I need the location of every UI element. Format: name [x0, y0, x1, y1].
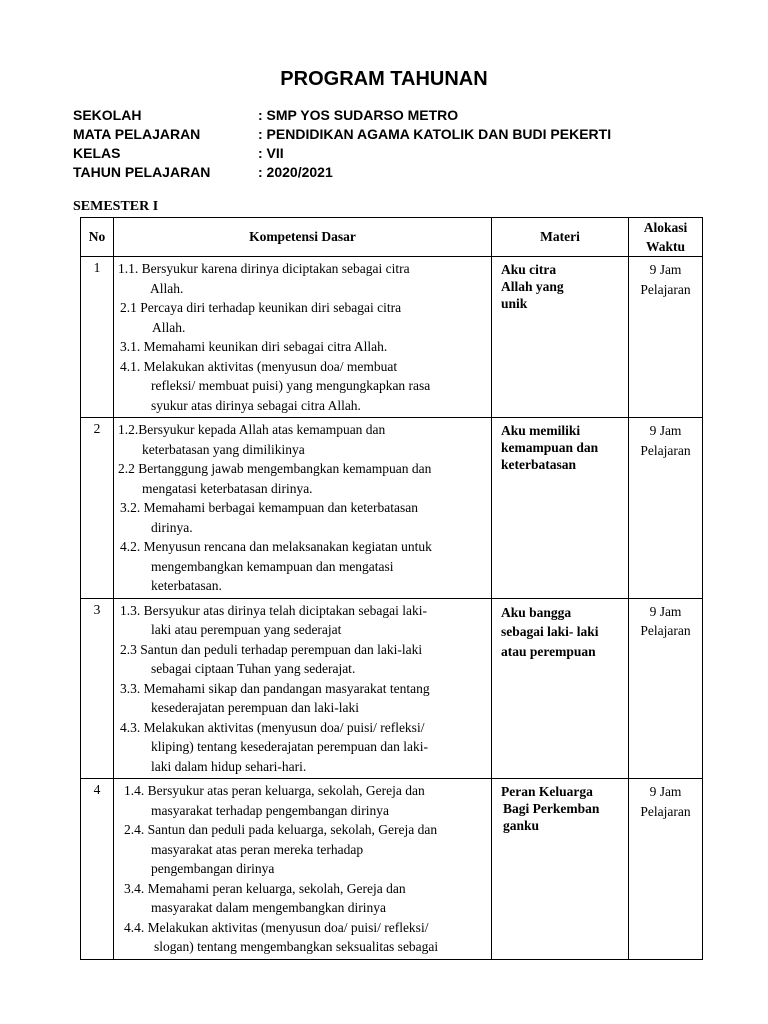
info-row-tahun-pelajaran — [73, 163, 611, 182]
semester-heading: SEMESTER I — [73, 199, 159, 214]
kd-line: sebagai ciptaan Tuhan yang sederajat. — [151, 661, 356, 676]
table-row — [81, 598, 703, 779]
document-title: PROGRAM TAHUNAN — [280, 68, 488, 90]
program-table — [80, 217, 703, 960]
kd-line: 2.4. Santun dan peduli pada keluarga, sekolah, Gereja dan — [124, 822, 438, 837]
table-row — [81, 779, 703, 960]
table-row — [81, 418, 703, 599]
header-kompetensi-dasar: Kompetensi Dasar — [114, 218, 492, 257]
kd-line: pengembangan dirinya — [151, 861, 275, 876]
materi-line: atau perempuan — [501, 643, 596, 659]
info-row-mata-pelajaran — [73, 125, 611, 144]
materi-line: Allah yang — [501, 279, 564, 294]
materi-line: Aku bangga — [501, 604, 572, 620]
kd-line: 1.1. Bersyukur karena dirinya diciptakan sebagai citra — [118, 261, 410, 276]
alokasi-line: 9 Jam — [649, 603, 682, 619]
header-materi: Materi — [492, 218, 629, 257]
kd-line: masyarakat terhadap pengembangan dirinya — [151, 802, 390, 818]
cell-alokasi — [629, 598, 703, 779]
cell-materi — [492, 418, 629, 599]
kd-line: 4.2. Menyusun rencana dan melaksanakan kegiatan untuk — [120, 539, 432, 554]
kd-line: syukur atas dirinya sebagai citra Allah. — [151, 397, 361, 413]
alokasi-line: Pelajaran — [640, 623, 691, 638]
info-value: : 2020/2021 — [258, 164, 333, 180]
kd-line: 3.1. Memahami keunikan diri sebagai citra Allah. — [120, 339, 388, 354]
kd-line: slogan) tentang mengembangkan seksualitas sebagai — [154, 939, 439, 954]
materi-line: Aku citra — [501, 262, 557, 277]
kd-line: mengembangkan kemampuan dan mengatasi — [151, 558, 394, 574]
cell-alokasi — [629, 257, 703, 418]
kd-line: Allah. — [152, 319, 186, 335]
table-header-row — [81, 218, 703, 257]
cell-materi — [492, 257, 629, 418]
info-value: : VII — [258, 145, 284, 161]
materi-line: Aku memiliki — [501, 423, 581, 438]
materi-line: Bagi Perkemban — [503, 801, 600, 816]
info-label: KELAS — [73, 145, 121, 161]
kd-line: keterbatasan. — [151, 578, 222, 593]
kd-line: laki dalam hidup sehari-hari. — [151, 758, 307, 774]
cell-kompetensi-dasar — [114, 418, 492, 599]
materi-line: kemampuan dan — [501, 440, 599, 455]
kd-line: refleksi/ membuat puisi) yang mengungkapkan rasa — [151, 378, 431, 393]
cell-no: 1 — [81, 257, 114, 418]
kd-line: 2.3 Santun dan peduli terhadap perempuan dan laki-laki — [120, 641, 423, 657]
header-alokasi-waktu — [629, 218, 703, 257]
info-label: MATA PELAJARAN — [73, 126, 201, 142]
info-label: TAHUN PELAJARAN — [73, 164, 211, 180]
cell-no: 4 — [81, 779, 114, 960]
alokasi-line: Pelajaran — [640, 281, 691, 297]
cell-no: 2 — [81, 418, 114, 599]
info-label: SEKOLAH — [73, 107, 142, 123]
cell-kompetensi-dasar — [114, 779, 492, 960]
kd-line: 3.3. Memahami sikap dan pandangan masyarakat tentang — [120, 680, 430, 696]
alokasi-line: 9 Jam — [649, 262, 682, 277]
cell-materi — [492, 779, 629, 960]
materi-line: Peran Keluarga — [501, 784, 593, 799]
kd-line: masyarakat dalam mengembangkan dirinya — [151, 900, 387, 915]
kd-line: kesederajatan perempuan dan laki-laki — [151, 700, 360, 715]
kd-line: Allah. — [150, 280, 184, 296]
kd-line: 4.3. Melakukan aktivitas (menyusun doa/ puisi/ refleksi/ — [120, 719, 425, 735]
kd-line: 1.2.Bersyukur kepada Allah atas kemampuan dan — [118, 422, 386, 437]
kd-line: 2.2 Bertanggung jawab mengembangkan kemampuan dan — [118, 461, 432, 476]
cell-kompetensi-dasar — [114, 257, 492, 418]
kd-line: mengatasi keterbatasan dirinya. — [142, 480, 313, 496]
cell-alokasi — [629, 418, 703, 599]
cell-alokasi — [629, 779, 703, 960]
info-value: : SMP YOS SUDARSO METRO — [258, 107, 459, 123]
kd-line: keterbatasan yang dimilikinya — [142, 441, 305, 457]
kd-line: masyarakat atas peran mereka terhadap — [151, 841, 364, 857]
kd-line: laki atau perempuan yang sederajat — [151, 622, 342, 637]
cell-kompetensi-dasar — [114, 598, 492, 779]
alokasi-line: 9 Jam — [649, 423, 682, 438]
kd-line: dirinya. — [151, 519, 193, 535]
header-alokasi-line1: Alokasi — [643, 220, 688, 235]
info-value: : PENDIDIKAN AGAMA KATOLIK DAN BUDI PEKERTI — [258, 126, 612, 142]
cell-no: 3 — [81, 598, 114, 779]
materi-line: ganku — [503, 818, 540, 833]
info-row-sekolah — [73, 106, 611, 125]
info-row-kelas — [73, 144, 611, 163]
kd-line: 1.3. Bersyukur atas dirinya telah diciptakan sebagai laki- — [120, 602, 428, 618]
kd-line: 4.4. Melakukan aktivitas (menyusun doa/ puisi/ refleksi/ — [124, 919, 429, 935]
alokasi-line: Pelajaran — [640, 442, 691, 458]
alokasi-line: 9 Jam — [649, 784, 682, 799]
table-row — [81, 257, 703, 418]
kd-line: 3.4. Memahami peran keluarga, sekolah, Gereja dan — [124, 880, 406, 896]
info-block — [73, 106, 611, 182]
kd-line: 2.1 Percaya diri terhadap keunikan diri sebagai citra — [120, 300, 402, 315]
kd-line: 4.1. Melakukan aktivitas (menyusun doa/ membuat — [120, 358, 398, 374]
header-alokasi-line2: Waktu — [645, 239, 686, 254]
kd-line: kliping) tentang kesederajatan perempuan dan laki- — [151, 739, 429, 754]
materi-line: keterbatasan — [501, 457, 576, 472]
kd-line: 3.2. Memahami berbagai kemampuan dan keterbatasan — [120, 500, 419, 515]
header-no: No — [81, 218, 114, 257]
materi-line: sebagai laki- laki — [501, 624, 599, 639]
materi-line: unik — [501, 296, 528, 311]
kd-line: 1.4. Bersyukur atas peran keluarga, sekolah, Gereja dan — [124, 783, 425, 798]
alokasi-line: Pelajaran — [640, 803, 691, 819]
cell-materi — [492, 598, 629, 779]
